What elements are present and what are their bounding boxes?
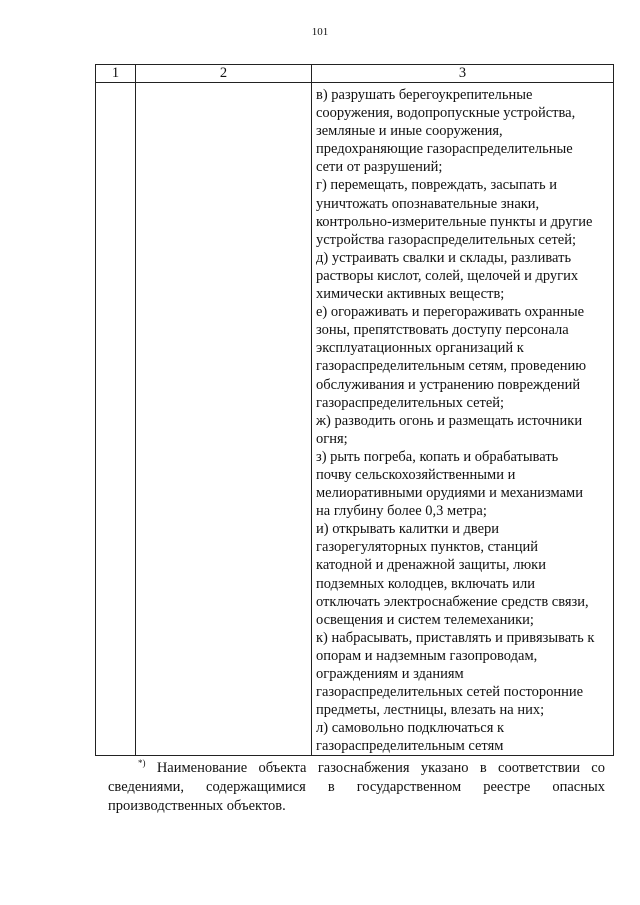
text-line: д) устраивать свалки и склады, разливать xyxy=(316,249,572,266)
text-line: обслуживания и устранению повреждений xyxy=(316,376,581,393)
text-line: зоны, препятствовать доступу персонала xyxy=(316,322,569,339)
text-line: катодной и дренажной защиты, люки xyxy=(316,557,546,574)
text-line: уничтожать опознавательные знаки, xyxy=(316,195,540,212)
text-line: устройства газораспределительных сетей; xyxy=(316,231,577,248)
text-line: химически активных веществ; xyxy=(316,286,505,303)
text-line: эксплуатационных организаций к xyxy=(316,340,524,357)
text-line: огня; xyxy=(316,430,348,447)
text-line: освещения и систем телемеханики; xyxy=(316,611,534,628)
footnote-line-1 xyxy=(108,759,605,778)
text-line: почву сельскохозяйственными и xyxy=(316,466,516,483)
text-line: в) разрушать берегоукрепительные xyxy=(316,87,533,103)
footnote-line-2: сведениями, содержащимися в государственном реестре опасных xyxy=(108,779,605,795)
requirements-table xyxy=(95,64,614,756)
text-line: опорам и надземным газопроводам, xyxy=(316,647,538,664)
text-line: г) перемещать, повреждать, засыпать и xyxy=(316,177,558,194)
column-header-2: 2 xyxy=(136,65,312,83)
text-line: газораспределительным сетям, проведению xyxy=(316,358,587,375)
text-line: контрольно-измерительные пункты и другие xyxy=(316,213,593,230)
text-line: л) самовольно подключаться к xyxy=(316,720,505,737)
text-line: предметы, лестницы, влезать на них; xyxy=(316,702,545,719)
text-line: отключать электроснабжение средств связи, xyxy=(316,593,589,610)
text-line: и) открывать калитки и двери xyxy=(316,521,500,538)
text-line: на глубину более 0,3 метра; xyxy=(316,503,487,520)
text-line: к) набрасывать, приставлять и привязывать к xyxy=(316,629,595,646)
text-line: растворы кислот, солей, щелочей и других xyxy=(316,267,579,284)
footnote xyxy=(108,759,605,816)
text-line: газораспределительных сетей; xyxy=(316,394,505,411)
text-line: з) рыть погреба, копать и обрабатывать xyxy=(316,448,559,465)
text-line: газораспределительных сетей посторонние xyxy=(316,684,584,701)
page-number: 101 xyxy=(311,26,329,38)
footnote-line-3: производственных объектов. xyxy=(108,798,286,814)
text-line: подземных колодцев, включать или xyxy=(316,575,536,592)
text-line: газорегуляторных пунктов, станций xyxy=(316,539,538,556)
footnote-marker: *) xyxy=(138,758,146,768)
table-cell-col1 xyxy=(96,83,136,756)
text-line: ж) разводить огонь и размещать источники xyxy=(316,412,583,429)
text-line: сети от разрушений; xyxy=(316,159,443,176)
text-line: земляные и иные сооружения, xyxy=(316,123,503,140)
text-line: ограждениям и зданиям xyxy=(316,666,464,682)
text-line: газораспределительным сетям xyxy=(316,738,504,755)
text-line: сооружения, водопропускные устройства, xyxy=(316,105,576,122)
table-cell-col2 xyxy=(136,83,312,756)
table-cell-col3 xyxy=(312,83,614,756)
footnote-text-1: Наименование объекта газоснабжения указано в соответствии со xyxy=(156,760,605,776)
text-line: е) огораживать и перегораживать охранные xyxy=(316,304,585,321)
text-line: предохраняющие газораспределительные xyxy=(316,141,573,158)
column-header-3: 3 xyxy=(312,65,614,83)
column-header-1: 1 xyxy=(96,65,136,83)
text-line: мелиоративными орудиями и механизмами xyxy=(316,485,583,502)
table-row xyxy=(96,83,614,756)
table-header-row xyxy=(96,65,614,83)
